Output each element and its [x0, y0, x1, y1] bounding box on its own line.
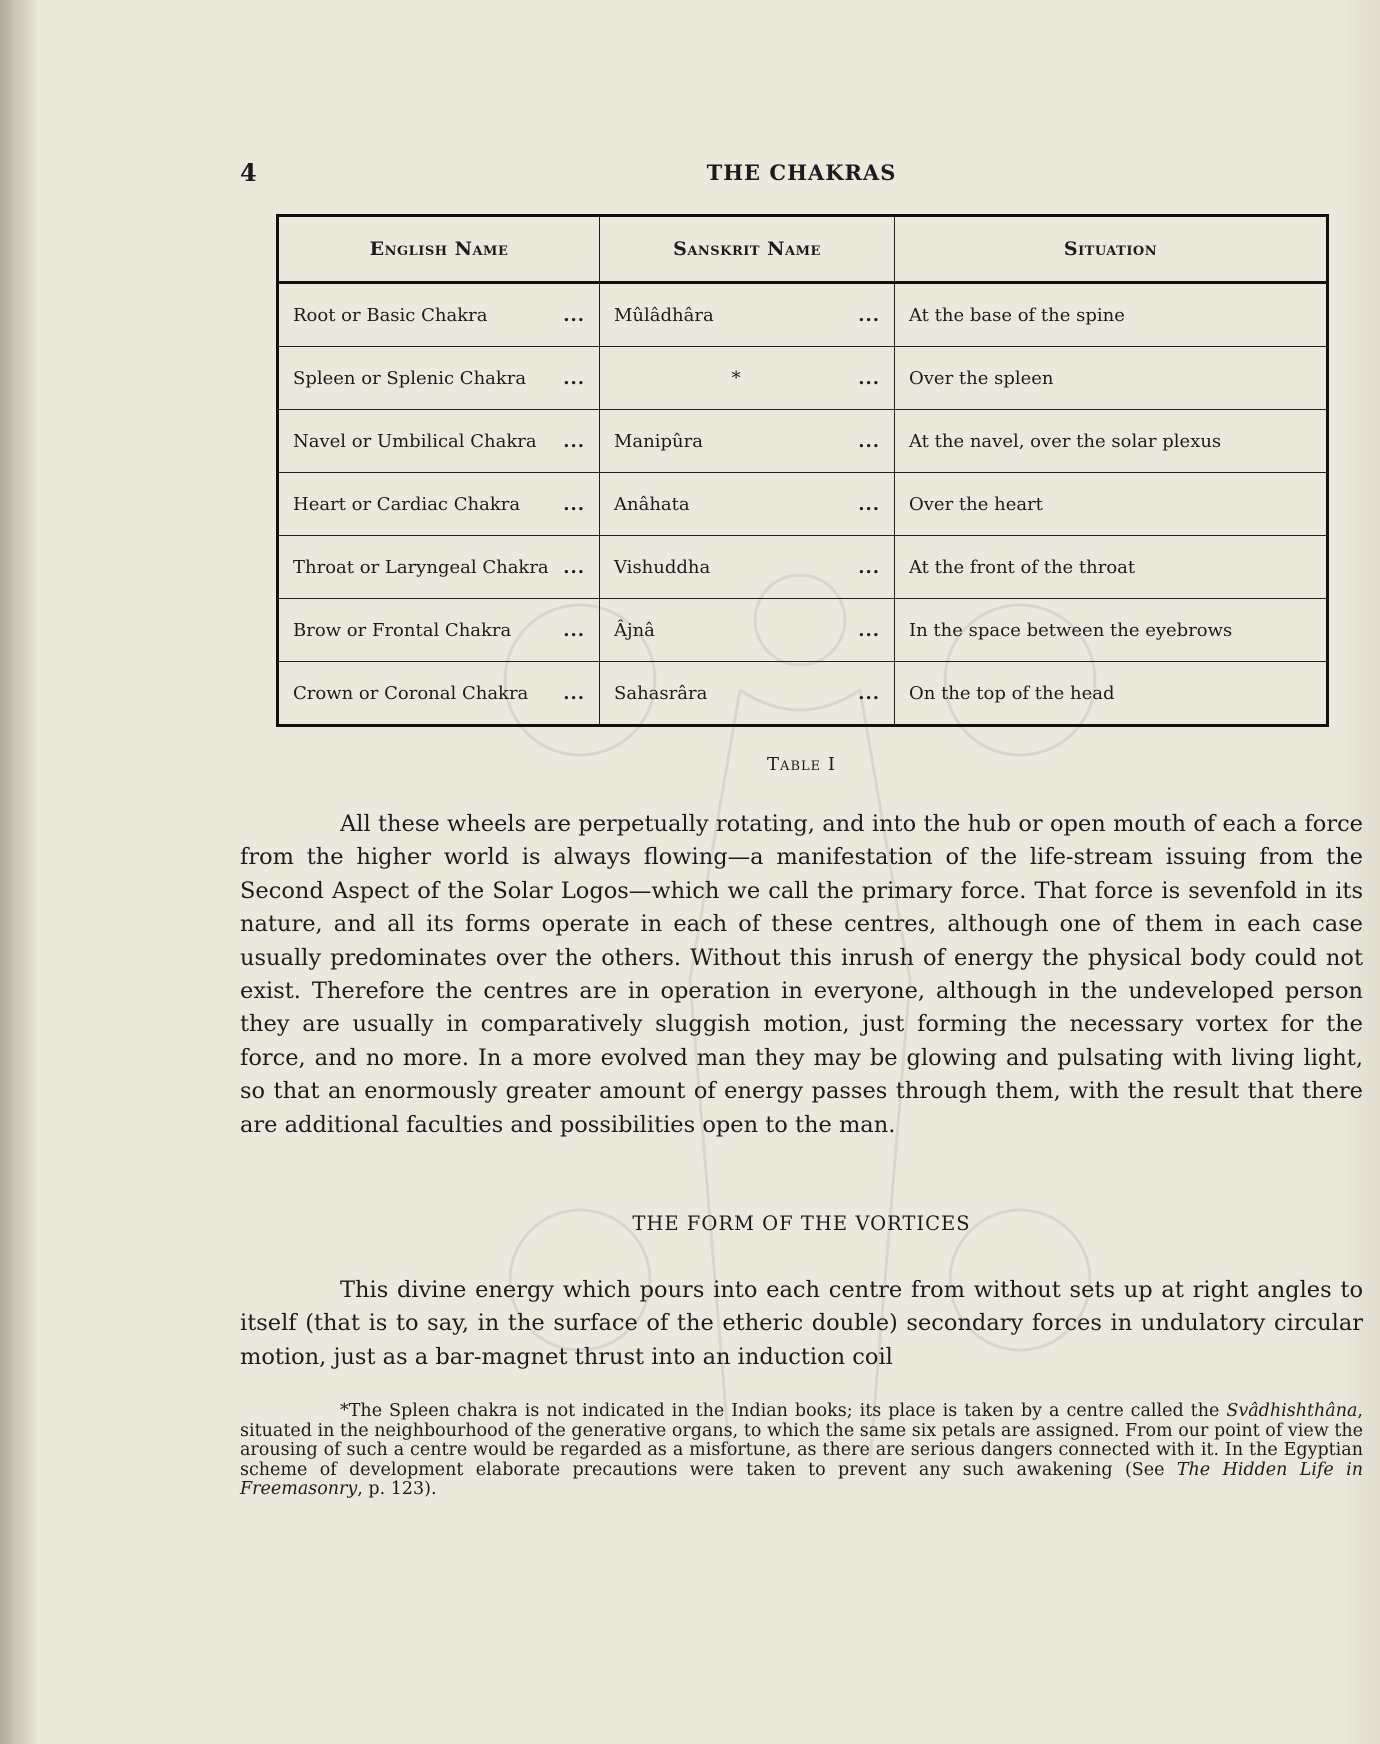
english-name-cell [278, 536, 600, 599]
table-caption: Table I [767, 754, 836, 775]
sanskrit-name-cell [600, 536, 895, 599]
table-row [278, 599, 1328, 662]
leader-dots: ... [563, 682, 585, 704]
page-title: THE CHAKRAS [706, 160, 897, 185]
leader-dots: ... [858, 682, 880, 704]
sanskrit-name: Anâhata [614, 493, 690, 515]
table-row [278, 473, 1328, 536]
footnote-asterisk: * [731, 367, 741, 389]
situation-cell: At the navel, over the solar plexus [895, 410, 1328, 473]
english-name-cell [278, 599, 600, 662]
table-header-row [278, 216, 1328, 283]
sanskrit-name-cell [600, 662, 895, 726]
sanskrit-name: Mûlâdhâra [614, 304, 714, 326]
footnote [240, 1402, 1363, 1500]
chakra-table [276, 214, 1329, 727]
english-name: Spleen or Splenic Chakra [293, 367, 527, 389]
sanskrit-name-cell [600, 599, 895, 662]
english-name-cell [278, 283, 600, 347]
leader-dots: ... [858, 493, 880, 515]
body-paragraph: All these wheels are perpetually rotating, and into the hub or open mouth of each a force from the higher world is always flowing—a manifestation of the life-stream issuing from the Second Aspect of the Solar Logos—which we call the primary force. That force is sevenfold in its nature, and all its forms operate in each of these centres, although one of them in each case usually predominates over the others. Without this inrush of energy the physical body could not exist. Therefore the centres are in operation in everyone, although in the undeveloped person they are usually in comparatively sluggish motion, just forming the necessary vortex for the force, and no more. In a more evolved man they may be glowing and pulsating with living light, so that an enormously greater amount of energy passes through them, with the result that there are additional faculties and possibilities open to the man. [240, 811, 1363, 1138]
spine-shadow [0, 0, 38, 1744]
sanskrit-name-cell [600, 473, 895, 536]
english-name: Throat or Laryngeal Chakra [293, 556, 549, 578]
english-name: Navel or Umbilical Chakra [293, 430, 537, 452]
english-name: Heart or Cardiac Chakra [293, 493, 521, 515]
leader-dots: ... [563, 493, 585, 515]
english-name: Crown or Coronal Chakra [293, 682, 529, 704]
leader-dots: ... [563, 430, 585, 452]
leader-dots: ... [563, 619, 585, 641]
sanskrit-name: Sahasrâra [614, 682, 708, 704]
sanskrit-name-cell [600, 410, 895, 473]
footnote-term: Svâdhishthâna [1226, 1401, 1358, 1421]
footnote-text: , p. 123). [357, 1479, 437, 1499]
footnote-text: *The Spleen chakra is not indicated in the Indian books; its place is taken by a centre called the [340, 1401, 1227, 1421]
situation-cell: On the top of the head [895, 662, 1328, 726]
column-header-english-name: English Name [278, 216, 600, 283]
sanskrit-name-cell [600, 347, 895, 410]
footnote-text: , situated in the neighbourhood of the generative organs, to which the same six petals are assigned. From our point of view the arousing of such a centre would be regarded as a misfortune, as there are serious dangers connected with it. In the Egyptian scheme of development elaborate precautions were taken to prevent any such awakening (See [240, 1401, 1363, 1480]
english-name-cell [278, 347, 600, 410]
leader-dots: ... [858, 430, 880, 452]
sanskrit-name: Âjnâ [614, 619, 655, 641]
table-row [278, 662, 1328, 726]
leader-dots: ... [858, 304, 880, 326]
running-head [240, 158, 1363, 188]
situation-cell: Over the spleen [895, 347, 1328, 410]
table-row [278, 283, 1328, 347]
situation-cell: Over the heart [895, 473, 1328, 536]
column-header-sanskrit-name: Sanskrit Name [600, 216, 895, 283]
english-name-cell [278, 662, 600, 726]
column-header-situation: Situation [895, 216, 1328, 283]
situation-cell: At the front of the throat [895, 536, 1328, 599]
leader-dots: ... [858, 556, 880, 578]
english-name-cell [278, 410, 600, 473]
english-name: Root or Basic Chakra [293, 304, 488, 326]
page-number: 4 [240, 158, 257, 187]
sanskrit-name-cell [600, 283, 895, 347]
leader-dots: ... [563, 367, 585, 389]
sanskrit-name: Vishuddha [614, 556, 711, 578]
table-row [278, 410, 1328, 473]
section-heading: THE FORM OF THE VORTICES [632, 1212, 971, 1235]
sanskrit-name: Manipûra [614, 430, 703, 452]
leader-dots: ... [858, 619, 880, 641]
situation-cell: In the space between the eyebrows [895, 599, 1328, 662]
footnote-book-title: The Hidden Life in Freemasonry [240, 1459, 1363, 1499]
english-name-cell [278, 473, 600, 536]
leader-dots: ... [563, 304, 585, 326]
leader-dots: ... [858, 367, 880, 389]
leader-dots: ... [563, 556, 585, 578]
body-paragraph: This divine energy which pours into each centre from without sets up at right angles to itself (that is to say, in the surface of the etheric double) secondary forces in undulatory circular motion, just as a bar-magnet thrust into an induction coil [240, 1277, 1363, 1370]
situation-cell: At the base of the spine [895, 283, 1328, 347]
english-name: Brow or Frontal Chakra [293, 619, 512, 641]
table-row [278, 536, 1328, 599]
table-row [278, 347, 1328, 410]
